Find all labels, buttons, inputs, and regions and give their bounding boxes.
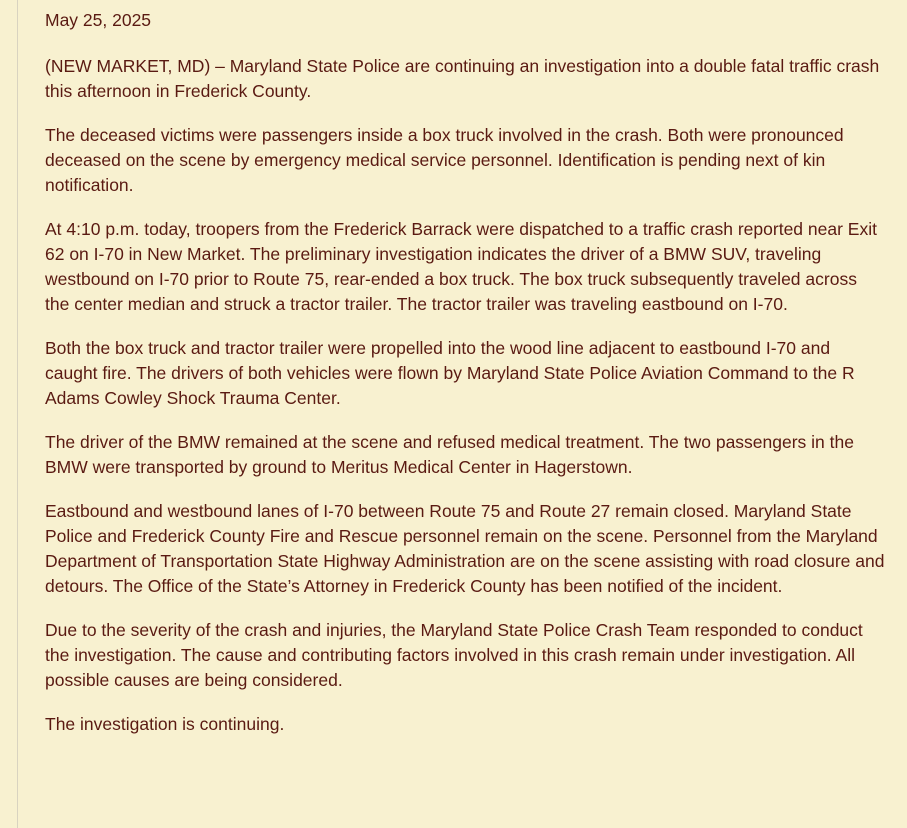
paragraph-dispatch: At 4:10 p.m. today, troopers from the Frederick Barrack were dispatched to a traffic crash reported near Exit 62 on I-70 in New Market. The preliminary investigation indicates the driver of a BMW SUV, traveling westbound on I-70 prior to Route 75, rear-ended a box truck. The box truck subsequently traveled across the center median and struck a tractor trailer. The tractor trailer was traveling eastbound on I-70. xyxy=(45,219,877,314)
article-date: May 25, 2025 xyxy=(45,10,152,30)
paragraph-road-closure: Eastbound and westbound lanes of I-70 between Route 75 and Route 27 remain closed. Maryland State Police and Frederick County Fire and Rescue personnel remain on the scene. Personnel from the Maryland Department of Transportation State Highway Administration are on the scene assisting with road closure and detours. The Office of the State’s Attorney in Frederick County has been notified of the incident. xyxy=(45,501,885,596)
paragraph-lead: (NEW MARKET, MD) – Maryland State Police are continuing an investigation into a double fatal traffic crash this afternoon in Frederick County. xyxy=(45,56,880,101)
paragraph-fire: Both the box truck and tractor trailer were propelled into the wood line adjacent to eastbound I-70 and caught fire. The drivers of both vehicles were flown by Maryland State Police Aviation Command to the R Adams Cowley Shock Trauma Center. xyxy=(45,338,855,408)
paragraph-victims: The deceased victims were passengers inside a box truck involved in the crash. Both were pronounced deceased on the scene by emergency medical service personnel. Identification is pending next of kin notification. xyxy=(45,125,844,195)
paragraph-crash-team: Due to the severity of the crash and injuries, the Maryland State Police Crash Team responded to conduct the investigation. The cause and contributing factors involved in this crash remain under investigation. All possible causes are being considered. xyxy=(45,620,863,690)
article-body xyxy=(45,9,885,756)
paragraph-bmw-driver: The driver of the BMW remained at the scene and refused medical treatment. The two passengers in the BMW were transported by ground to Meritus Medical Center in Hagerstown. xyxy=(45,432,854,477)
left-divider xyxy=(17,0,18,828)
paragraph-closing: The investigation is continuing. xyxy=(45,714,285,734)
